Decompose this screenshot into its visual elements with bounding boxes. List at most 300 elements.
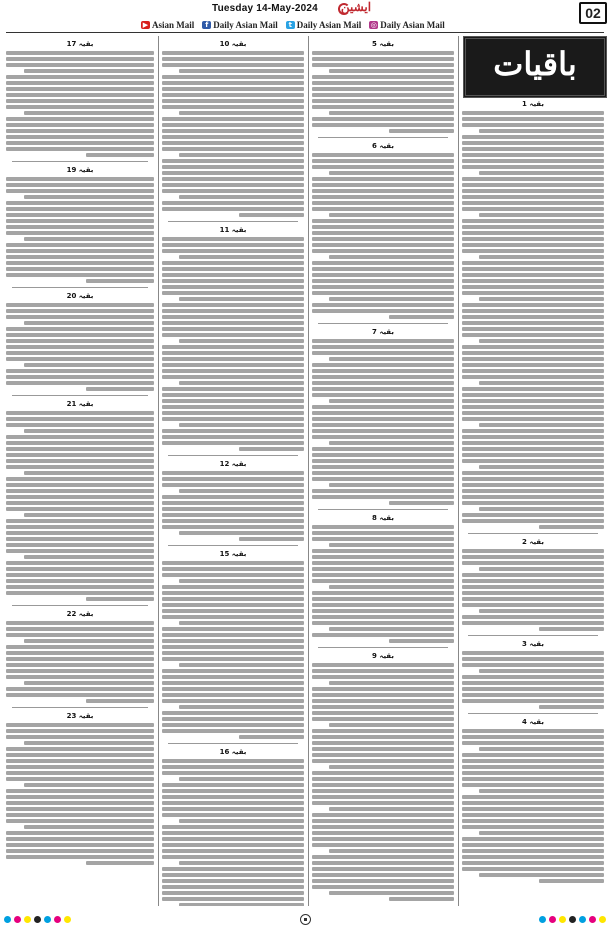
text-line	[24, 237, 154, 241]
text-line	[6, 843, 154, 847]
column-divider	[158, 36, 159, 906]
text-line	[6, 777, 154, 781]
text-line	[462, 357, 604, 361]
color-swatch	[4, 916, 11, 923]
text-line	[312, 597, 454, 601]
text-line	[479, 339, 604, 343]
text-line	[312, 465, 454, 469]
text-line	[6, 243, 154, 247]
text-line	[162, 471, 304, 475]
text-line	[312, 525, 454, 529]
text-line	[6, 723, 154, 727]
text-line	[312, 549, 454, 553]
text-line	[329, 483, 454, 487]
text-line	[6, 561, 154, 565]
text-line	[312, 771, 454, 775]
text-line	[179, 861, 304, 865]
text-line	[6, 261, 154, 265]
text-line	[6, 141, 154, 145]
text-line	[462, 687, 604, 691]
text-line	[6, 747, 154, 751]
text-line	[162, 789, 304, 793]
text-line	[6, 675, 154, 679]
text-line	[462, 489, 604, 493]
text-line	[162, 441, 304, 445]
text-line	[162, 639, 304, 643]
text-line	[462, 783, 604, 787]
text-line	[312, 273, 454, 277]
text-line	[312, 237, 454, 241]
text-line	[162, 843, 304, 847]
text-line	[462, 375, 604, 379]
text-line	[162, 873, 304, 877]
text-line	[162, 327, 304, 331]
text-line	[312, 447, 454, 451]
text-line	[312, 477, 454, 481]
text-line	[6, 339, 154, 343]
continuation-heading: بقیہ 11	[219, 226, 247, 234]
text-line	[6, 537, 154, 541]
text-line	[462, 273, 604, 277]
text-line	[162, 573, 304, 577]
text-line	[312, 777, 454, 781]
text-line	[462, 585, 604, 589]
text-line	[6, 183, 154, 187]
text-line	[329, 585, 454, 589]
text-line	[162, 867, 304, 871]
text-line	[462, 303, 604, 307]
text-line	[329, 357, 454, 361]
text-line	[312, 471, 454, 475]
text-line	[24, 741, 154, 745]
text-line	[162, 129, 304, 133]
text-line	[312, 381, 454, 385]
text-line	[312, 885, 454, 889]
text-line	[86, 153, 154, 157]
text-line	[6, 657, 154, 661]
text-line	[329, 807, 454, 811]
continuation-heading: بقیہ 3	[522, 640, 544, 648]
text-line	[162, 891, 304, 895]
text-line	[462, 123, 604, 127]
text-line	[6, 81, 154, 85]
text-line	[6, 729, 154, 733]
text-line	[162, 357, 304, 361]
text-line	[162, 63, 304, 67]
text-line	[162, 405, 304, 409]
text-line	[312, 93, 454, 97]
text-line	[312, 663, 454, 667]
text-line	[312, 693, 454, 697]
text-line	[329, 69, 454, 73]
text-line	[162, 681, 304, 685]
text-line	[329, 171, 454, 175]
text-line	[462, 147, 604, 151]
text-line	[162, 291, 304, 295]
text-line	[312, 843, 454, 847]
text-line	[162, 609, 304, 613]
text-line	[312, 591, 454, 595]
text-line	[162, 699, 304, 703]
text-line	[312, 435, 454, 439]
text-line	[462, 153, 604, 157]
text-line	[162, 189, 304, 193]
text-line	[462, 753, 604, 757]
text-line	[162, 333, 304, 337]
continuation-heading: بقیہ 1	[522, 100, 544, 108]
text-line	[24, 363, 154, 367]
text-line	[312, 405, 454, 409]
text-line	[462, 399, 604, 403]
text-line	[6, 57, 154, 61]
text-line	[312, 417, 454, 421]
text-line	[389, 129, 454, 133]
text-line	[462, 855, 604, 859]
text-line	[162, 165, 304, 169]
text-line	[462, 603, 604, 607]
text-line	[312, 63, 454, 67]
text-line	[329, 723, 454, 727]
article-separator	[12, 605, 148, 606]
text-line	[312, 495, 454, 499]
text-line	[162, 729, 304, 733]
text-line	[462, 411, 604, 415]
continuation-heading: بقیہ 5	[372, 40, 394, 48]
text-line	[312, 75, 454, 79]
continuation-heading: بقیہ 23	[66, 712, 94, 720]
text-line	[462, 729, 604, 733]
color-swatch	[54, 916, 61, 923]
social-twitter[interactable]: t Daily Asian Mail	[286, 19, 362, 31]
section-title-box	[463, 36, 607, 98]
text-line	[539, 525, 604, 529]
text-line	[6, 459, 154, 463]
text-line	[6, 255, 154, 259]
article-separator	[468, 533, 598, 534]
text-line	[462, 447, 604, 451]
text-line	[6, 819, 154, 823]
text-line	[162, 369, 304, 373]
article-separator	[168, 221, 298, 222]
text-line	[162, 633, 304, 637]
text-line	[6, 621, 154, 625]
text-line	[162, 243, 304, 247]
text-line	[312, 207, 454, 211]
text-line	[312, 879, 454, 883]
text-line	[312, 747, 454, 751]
text-line	[6, 633, 154, 637]
text-line	[6, 435, 154, 439]
text-line	[162, 363, 304, 367]
text-line	[329, 765, 454, 769]
text-line	[462, 765, 604, 769]
text-line	[462, 843, 604, 847]
article-separator	[12, 707, 148, 708]
text-line	[462, 813, 604, 817]
text-line	[162, 51, 304, 55]
text-line	[162, 99, 304, 103]
color-swatch	[549, 916, 556, 923]
text-line	[462, 657, 604, 661]
text-line	[6, 627, 154, 631]
text-line	[6, 759, 154, 763]
text-line	[329, 213, 454, 217]
continuation-heading: بقیہ 9	[372, 652, 394, 660]
text-line	[6, 201, 154, 205]
text-line	[6, 327, 154, 331]
text-line	[239, 735, 304, 739]
section-title: باقیات	[493, 45, 577, 83]
text-line	[329, 255, 454, 259]
text-line	[462, 393, 604, 397]
text-line	[462, 117, 604, 121]
text-line	[162, 123, 304, 127]
text-line	[462, 267, 604, 271]
text-line	[6, 105, 154, 109]
continuation-heading: بقیہ 20	[66, 292, 94, 300]
text-line	[462, 141, 604, 145]
text-line	[312, 183, 454, 187]
text-line	[462, 429, 604, 433]
text-line	[162, 723, 304, 727]
text-line	[462, 237, 604, 241]
text-line	[6, 423, 154, 427]
text-line	[6, 117, 154, 121]
text-line	[312, 633, 454, 637]
text-line	[6, 177, 154, 181]
text-line	[312, 225, 454, 229]
article-separator	[12, 161, 148, 162]
text-line	[162, 885, 304, 889]
text-line	[162, 237, 304, 241]
text-line	[6, 531, 154, 535]
text-line	[479, 465, 604, 469]
text-line	[162, 507, 304, 511]
text-line	[6, 735, 154, 739]
column-divider	[458, 36, 459, 906]
text-line	[6, 447, 154, 451]
text-line	[179, 663, 304, 667]
color-swatches-left	[4, 916, 71, 923]
text-line	[6, 51, 154, 55]
text-line	[162, 141, 304, 145]
text-line	[24, 555, 154, 559]
text-line	[6, 303, 154, 307]
text-line	[162, 75, 304, 79]
text-line	[162, 651, 304, 655]
text-line	[162, 81, 304, 85]
color-swatch	[64, 916, 71, 923]
text-line	[179, 153, 304, 157]
text-line	[162, 177, 304, 181]
text-line	[162, 855, 304, 859]
text-line	[24, 471, 154, 475]
text-line	[6, 63, 154, 67]
text-line	[329, 297, 454, 301]
text-line	[312, 165, 454, 169]
text-line	[312, 489, 454, 493]
text-line	[6, 693, 154, 697]
text-line	[312, 309, 454, 313]
text-line	[162, 807, 304, 811]
text-line	[162, 417, 304, 421]
text-line	[179, 339, 304, 343]
text-line	[312, 621, 454, 625]
text-line	[162, 561, 304, 565]
text-line	[312, 873, 454, 877]
text-line	[162, 519, 304, 523]
text-line	[462, 849, 604, 853]
text-line	[479, 669, 604, 673]
youtube-icon: ▶	[142, 21, 149, 29]
social-instagram[interactable]: ◎ Daily Asian Mail	[370, 20, 445, 30]
text-line	[162, 567, 304, 571]
article-separator	[168, 545, 298, 546]
text-line	[239, 213, 304, 217]
text-line	[462, 477, 604, 481]
article-separator	[318, 323, 448, 324]
text-line	[6, 207, 154, 211]
text-line	[6, 75, 154, 79]
text-line	[24, 321, 154, 325]
text-line	[6, 495, 154, 499]
text-line	[6, 441, 154, 445]
text-line	[462, 513, 604, 517]
text-line	[462, 651, 604, 655]
text-line	[6, 147, 154, 151]
text-line	[162, 309, 304, 313]
text-line	[179, 423, 304, 427]
text-line	[162, 435, 304, 439]
text-line	[6, 273, 154, 277]
color-swatch	[559, 916, 566, 923]
text-line	[312, 705, 454, 709]
text-line	[162, 411, 304, 415]
text-line	[462, 621, 604, 625]
text-line	[312, 741, 454, 745]
color-swatches-right	[539, 916, 606, 923]
text-line	[462, 675, 604, 679]
text-line	[329, 891, 454, 895]
text-line	[6, 525, 154, 529]
text-line	[312, 831, 454, 835]
text-line	[312, 219, 454, 223]
text-line	[462, 417, 604, 421]
text-line	[179, 579, 304, 583]
text-line	[6, 219, 154, 223]
text-line	[86, 387, 154, 391]
text-line	[6, 309, 154, 313]
text-line	[312, 537, 454, 541]
text-line	[179, 381, 304, 385]
social-youtube[interactable]: ▶ Asian Mail	[142, 20, 195, 30]
text-line	[462, 615, 604, 619]
issue-date: Tuesday 14-May-2024	[212, 3, 318, 14]
column-divider	[308, 36, 309, 906]
text-line	[6, 249, 154, 253]
text-line	[462, 441, 604, 445]
text-line	[312, 729, 454, 733]
text-line	[312, 201, 454, 205]
text-line	[162, 315, 304, 319]
color-swatch	[569, 916, 576, 923]
text-line	[462, 735, 604, 739]
text-line	[462, 699, 604, 703]
text-line	[6, 225, 154, 229]
article-separator	[318, 647, 448, 648]
text-line	[162, 399, 304, 403]
text-line	[312, 813, 454, 817]
text-line	[6, 93, 154, 97]
text-line	[462, 597, 604, 601]
text-line	[162, 387, 304, 391]
text-line	[86, 861, 154, 865]
page-number: 02	[579, 2, 607, 24]
text-line	[312, 375, 454, 379]
text-line	[6, 831, 154, 835]
text-line	[162, 159, 304, 163]
text-line	[24, 429, 154, 433]
text-line	[6, 99, 154, 103]
text-line	[462, 819, 604, 823]
text-line	[479, 255, 604, 259]
text-line	[312, 411, 454, 415]
facebook-icon: f	[202, 21, 211, 29]
text-line	[6, 477, 154, 481]
text-line	[6, 753, 154, 757]
text-line	[329, 111, 454, 115]
text-line	[162, 183, 304, 187]
text-line	[312, 423, 454, 427]
text-line	[312, 243, 454, 247]
text-line	[6, 453, 154, 457]
article-separator	[468, 713, 598, 714]
text-line	[312, 267, 454, 271]
text-line	[179, 111, 304, 115]
text-line	[162, 261, 304, 265]
article-separator	[318, 509, 448, 510]
text-line	[162, 897, 304, 901]
text-line	[24, 195, 154, 199]
text-line	[162, 603, 304, 607]
article-separator	[168, 455, 298, 456]
text-line	[162, 249, 304, 253]
text-line	[312, 249, 454, 253]
continuation-heading: بقیہ 10	[219, 40, 247, 48]
text-line	[6, 489, 154, 493]
text-line	[6, 807, 154, 811]
text-line	[312, 459, 454, 463]
text-line	[312, 279, 454, 283]
text-line	[462, 243, 604, 247]
article-column-4	[462, 96, 604, 906]
text-line	[462, 807, 604, 811]
text-line	[162, 837, 304, 841]
continuation-heading: بقیہ 16	[219, 748, 247, 756]
text-line	[462, 177, 604, 181]
text-line	[162, 147, 304, 151]
text-line	[162, 201, 304, 205]
text-line	[239, 447, 304, 451]
text-line	[6, 591, 154, 595]
text-line	[312, 81, 454, 85]
text-line	[462, 219, 604, 223]
social-facebook[interactable]: f Daily Asian Mail	[202, 19, 278, 31]
text-line	[6, 549, 154, 553]
continuation-heading: بقیہ 22	[66, 610, 94, 618]
text-line	[312, 783, 454, 787]
text-line	[162, 879, 304, 883]
